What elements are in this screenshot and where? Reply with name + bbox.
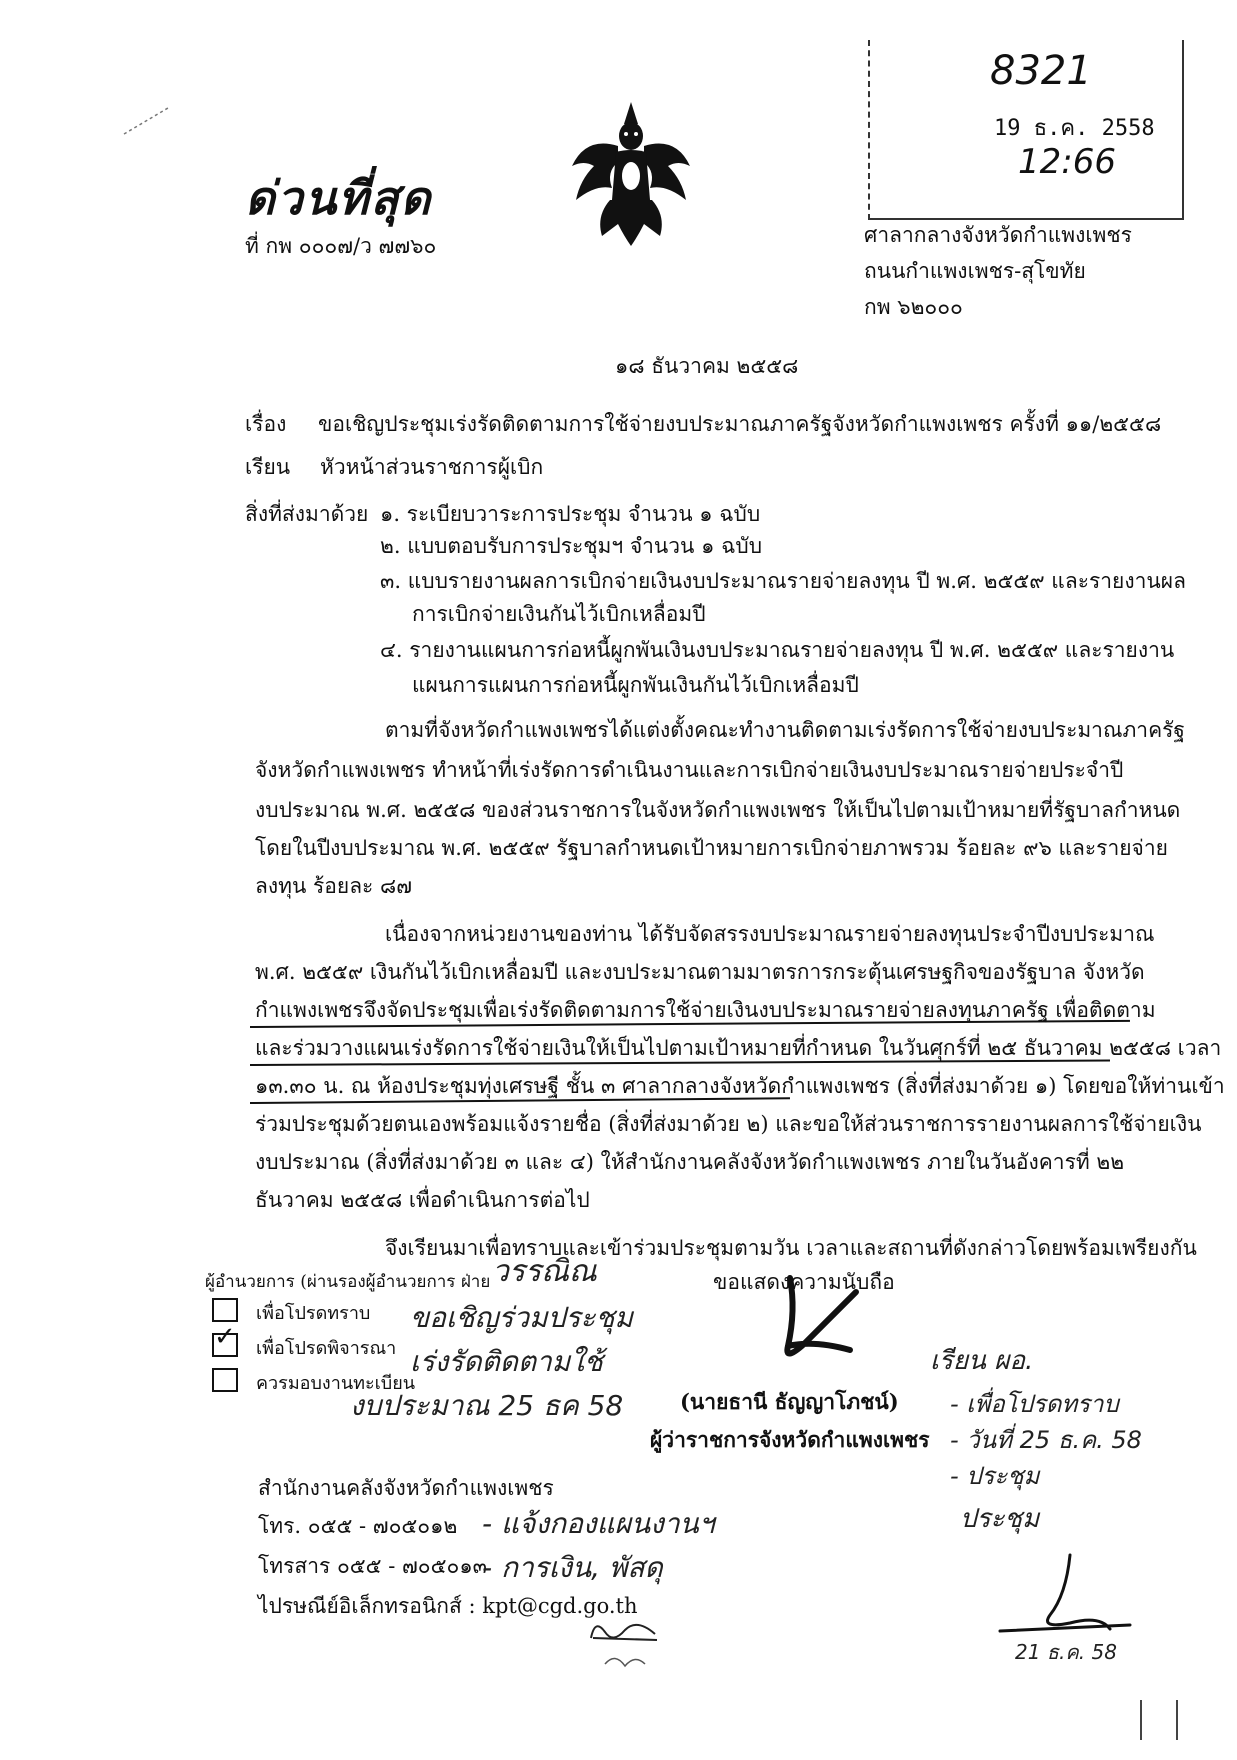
enclosure-item: ๒. แบบตอบรับการประชุมฯ จำนวน ๑ ฉบับ	[380, 534, 763, 558]
signatory-title: ผู้ว่าราชการจังหวัดกำแพงเพชร	[650, 1427, 930, 1452]
address-line-3: กพ ๖๒๐๐๐	[864, 295, 963, 319]
handwritten-note: - แจ้งกองแผนงานฯ	[482, 1507, 715, 1540]
body-line: ลงทุน ร้อยละ ๘๗	[255, 874, 413, 898]
enclosure-item: การเบิกจ่ายเงินกันไว้เบิกเหลื่อมปี	[412, 602, 706, 626]
initials-signature	[585, 1608, 665, 1678]
recipient-label: เรียน	[245, 455, 291, 479]
body-line: ตามที่จังหวัดกำแพงเพชรได้แต่งตั้งคณะทำงานติดตามเร่งรัดการใช้จ่ายงบประมาณภาครัฐ	[385, 718, 1186, 742]
reference-number: ที่ กพ ๐๐๐๗/ว ๗๗๖๐	[245, 234, 437, 258]
signatory-name: (นายธานี ธัญญาโภชน์)	[680, 1389, 899, 1414]
routing-option: เพื่อโปรดทราบ	[256, 1303, 371, 1324]
enclosure-item: ๓. แบบรายงานผลการเบิกจ่ายเงินงบประมาณรายจ่ายลงทุน ปี พ.ศ. ๒๕๕๙ และรายงานผล	[380, 569, 1186, 593]
routing-option: เพื่อโปรดพิจารณา	[256, 1338, 397, 1359]
handwritten-note: - การเงิน, พัสดุ	[482, 1551, 663, 1584]
check-mark-icon: ✓	[214, 1322, 236, 1352]
handwritten-routing-name: วรรณิณ	[492, 1254, 597, 1289]
footer-office: สำนักงานคลังจังหวัดกำแพงเพชร	[258, 1476, 554, 1500]
handwritten-date: 21 ธ.ค. 58	[1015, 1640, 1117, 1664]
footer-phone: โทร. ๐๕๕ - ๗๐๕๐๑๒	[258, 1514, 458, 1538]
scan-mark	[1140, 1700, 1142, 1740]
address-line-1: ศาลากลางจังหวัดกำแพงเพชร	[864, 223, 1132, 247]
handwritten-note: งบประมาณ 25 ธค 58	[350, 1389, 624, 1422]
handwritten-note: - ประชุม	[950, 1462, 1040, 1490]
body-line: กำแพงเพชรจึงจัดประชุมเพื่อเร่งรัดติดตามการใช้จ่ายเงินงบประมาณรายจ่ายลงทุนภาครัฐ เพื่อติดตาม	[255, 998, 1156, 1022]
checkbox-acknowledge[interactable]	[212, 1298, 238, 1322]
complimentary-close: ขอแสดงความนับถือ	[713, 1270, 895, 1294]
handwritten-note: ขอเชิญร่วมประชุม	[410, 1301, 633, 1334]
handwritten-note: ประชุม	[960, 1504, 1040, 1534]
body-line: งบประมาณ (สิ่งที่ส่งมาด้วย ๓ และ ๔) ให้สำนักงานคลังจังหวัดกำแพงเพชร ภายในวันอังคารที่ ๒๒	[255, 1150, 1125, 1174]
recipient-text: หัวหน้าส่วนราชการผู้เบิก	[320, 455, 544, 479]
enclosure-item: ๔. รายงานแผนการก่อหนี้ผูกพันเงินงบประมาณรายจ่ายลงทุน ปี พ.ศ. ๒๕๕๙ และรายงาน	[380, 638, 1175, 662]
closing-line: จึงเรียนมาเพื่อทราบและเข้าร่วมประชุมตามวัน เวลาและสถานที่ดังกล่าวโดยพร้อมเพรียงกัน	[385, 1236, 1197, 1260]
governor-signature	[760, 1270, 880, 1380]
handwritten-note: - เพื่อโปรดทราบ	[950, 1390, 1119, 1418]
scan-mark	[120, 100, 180, 140]
body-line: จังหวัดกำแพงเพชร ทำหน้าที่เร่งรัดการดำเนินงานและการเบิกจ่ายเงินงบประมาณรายจ่ายประจำปี	[255, 758, 1124, 782]
routing-header: ผู้อำนวยการ (ผ่านรองผู้อำนวยการ ฝ่าย	[205, 1272, 491, 1292]
garuda-emblem-icon	[566, 96, 696, 251]
handwritten-note: เร่งรัดติดตามใช้	[410, 1345, 603, 1378]
checkbox-register[interactable]	[212, 1368, 238, 1392]
body-line: ๑๓.๓๐ น. ณ ห้องประชุมทุ่งเศรษฐี ชั้น ๓ ศาลากลางจังหวัดกำแพงเพชร (สิ่งที่ส่งมาด้วย ๑) โดยขอให้ท่านเข้า	[255, 1074, 1225, 1098]
body-line: งบประมาณ พ.ศ. ๒๕๕๘ ของส่วนราชการในจังหวัดกำแพงเพชร ให้เป็นไปตามเป้าหมายที่รัฐบาลกำหนด	[255, 798, 1181, 822]
handwritten-note: เรียน ผอ.	[930, 1346, 1034, 1376]
urgent-heading: ด่วนที่สุด	[245, 171, 433, 225]
enclosures-label: สิ่งที่ส่งมาด้วย	[245, 502, 369, 526]
body-line: ร่วมประชุมด้วยตนเองพร้อมแจ้งรายชื่อ (สิ่งที่ส่งมาด้วย ๒) และขอให้ส่วนราชการรายงานผลการใช้จ่ายเงิน	[255, 1112, 1202, 1136]
subject-text: ขอเชิญประชุมเร่งรัดติดตามการใช้จ่ายงบประมาณภาครัฐจังหวัดกำแพงเพชร ครั้งที่ ๑๑/๒๕๕๘	[318, 412, 1162, 436]
scan-mark	[1176, 1700, 1178, 1740]
body-line: โดยในปีงบประมาณ พ.ศ. ๒๕๕๙ รัฐบาลกำหนดเป้าหมายการเบิกจ่ายภาพรวม ร้อยละ ๙๖ และรายจ่าย	[255, 836, 1168, 860]
stamp-date: 19 ธ.ค. 2558	[994, 116, 1155, 141]
enclosure-item: ๑. ระเบียบวาระการประชุม จำนวน ๑ ฉบับ	[380, 502, 761, 526]
subject-label: เรื่อง	[245, 412, 287, 436]
address-line-2: ถนนกำแพงเพชร-สุโขทัย	[864, 259, 1086, 283]
body-line: และร่วมวางแผนเร่งรัดการใช้จ่ายเงินให้เป็นไปตามเป้าหมายที่กำหนด ในวันศุกร์ที่ ๒๕ ธันวาคม ๒๕๕๘ เวลา	[255, 1036, 1222, 1060]
stamp-number: 8321	[990, 48, 1092, 94]
letter-date: ๑๘ ธันวาคม ๒๕๕๘	[615, 354, 799, 378]
routing-option: ควรมอบงานทะเบียน	[256, 1373, 416, 1394]
director-signature	[980, 1545, 1140, 1645]
enclosure-item: แผนการแผนการก่อหนี้ผูกพันเงินกันไว้เบิกเหลื่อมปี	[412, 673, 859, 697]
footer-fax: โทรสาร ๐๕๕ - ๗๐๕๐๑๓	[258, 1554, 488, 1578]
body-line: เนื่องจากหน่วยงานของท่าน ได้รับจัดสรรงบประมาณรายจ่ายลงทุนประจำปีงบประมาณ	[385, 922, 1155, 946]
body-line: พ.ศ. ๒๕๕๙ เงินกันไว้เบิกเหลื่อมปี และงบประมาณตามมาตรการกระตุ้นเศรษฐกิจของรัฐบาล จังหวัด	[255, 960, 1145, 984]
receipt-stamp	[868, 40, 1184, 220]
footer-email: ไปรษณีย์อิเล็กทรอนิกส์ : kpt@cgd.go.th	[258, 1594, 638, 1618]
body-line: ธันวาคม ๒๕๕๘ เพื่อดำเนินการต่อไป	[255, 1188, 590, 1212]
stamp-time: 12:66	[1018, 142, 1116, 182]
handwritten-note: - วันที่ 25 ธ.ค. 58	[950, 1426, 1142, 1454]
